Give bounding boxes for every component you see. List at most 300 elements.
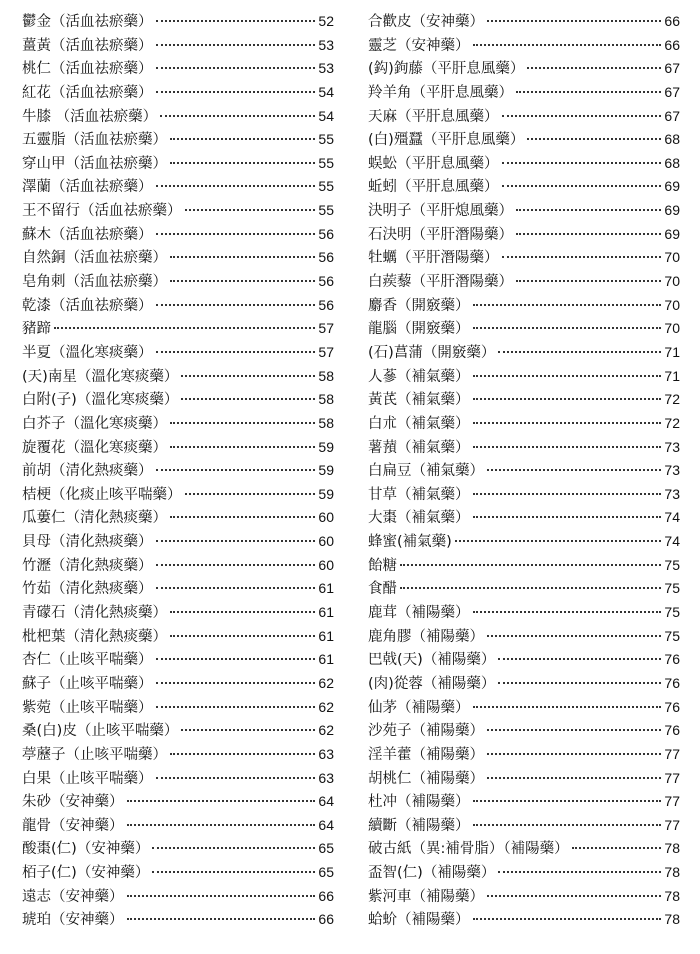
dot-leader — [170, 445, 315, 448]
entry-page-number: 73 — [664, 438, 680, 455]
index-entry — [22, 34, 334, 58]
entry-name: 仙茅（補陽藥） — [368, 699, 470, 716]
entry-name: 琥珀（安神藥） — [22, 912, 124, 929]
index-entry — [368, 577, 680, 601]
index-entry — [368, 436, 680, 460]
index-column-right — [368, 10, 680, 932]
index-entry — [22, 57, 334, 81]
dot-leader — [181, 397, 315, 400]
entry-name: 紫河車（補陽藥） — [368, 888, 484, 905]
entry-page-number: 75 — [664, 627, 680, 644]
dot-leader — [473, 705, 662, 708]
dot-leader — [516, 279, 661, 282]
entry-name: 葶藶子（止咳平喘藥） — [22, 746, 167, 763]
dot-leader — [502, 161, 662, 164]
index-entry — [368, 317, 680, 341]
entry-page-number: 72 — [664, 391, 680, 408]
entry-page-number: 72 — [664, 414, 680, 431]
index-entry — [22, 601, 334, 625]
index-entry — [22, 743, 334, 767]
entry-name: 飴糖 — [368, 557, 397, 574]
entry-page-number: 60 — [318, 533, 334, 550]
dot-leader — [170, 634, 315, 637]
index-entry — [368, 128, 680, 152]
index-entry — [368, 696, 680, 720]
dot-leader — [156, 43, 316, 46]
dot-leader — [170, 255, 315, 258]
entry-page-number: 60 — [318, 556, 334, 573]
entry-page-number: 78 — [664, 840, 680, 857]
dot-leader — [156, 184, 316, 187]
index-entry — [368, 152, 680, 176]
index-entry — [22, 105, 334, 129]
index-entry — [368, 530, 680, 554]
dot-leader — [473, 397, 662, 400]
entry-page-number: 66 — [664, 36, 680, 53]
dot-leader — [156, 350, 316, 353]
entry-page-number: 68 — [664, 154, 680, 171]
index-entry — [22, 885, 334, 909]
entry-name: (白)殭蠶（平肝息風藥） — [368, 132, 525, 149]
dot-leader — [527, 66, 661, 69]
index-entry — [22, 341, 334, 365]
entry-page-number: 61 — [318, 627, 334, 644]
entry-page-number: 71 — [664, 367, 680, 384]
entry-name: 蘇木（活血祛瘀藥） — [22, 226, 153, 243]
dot-leader — [527, 137, 661, 140]
dot-leader — [156, 66, 316, 69]
dot-leader — [473, 303, 662, 306]
entry-page-number: 73 — [664, 485, 680, 502]
entry-page-number: 67 — [664, 83, 680, 100]
dot-leader — [498, 870, 661, 873]
dot-leader — [152, 870, 315, 873]
index-entry — [368, 814, 680, 838]
entry-page-number: 56 — [318, 296, 334, 313]
index-entry — [368, 908, 680, 932]
entry-name: 紅花（活血祛瘀藥） — [22, 84, 153, 101]
index-entry — [368, 483, 680, 507]
entry-page-number: 77 — [664, 793, 680, 810]
entry-page-number: 70 — [664, 320, 680, 337]
dot-leader — [487, 728, 661, 731]
index-entry — [368, 861, 680, 885]
entry-page-number: 56 — [318, 249, 334, 266]
entry-page-number: 57 — [318, 320, 334, 337]
index-entry — [368, 743, 680, 767]
dot-leader — [127, 917, 316, 920]
entry-page-number: 55 — [318, 202, 334, 219]
entry-name: 穿山甲（活血祛瘀藥） — [22, 155, 167, 172]
dot-leader — [170, 161, 315, 164]
index-entry — [22, 412, 334, 436]
entry-page-number: 57 — [318, 343, 334, 360]
index-entry — [22, 152, 334, 176]
index-entry — [368, 459, 680, 483]
entry-name: (肉)從蓉（補陽藥） — [368, 675, 496, 692]
entry-name: 食醋 — [368, 581, 397, 598]
entry-name: 竹瀝（清化熱痰藥） — [22, 557, 153, 574]
entry-page-number: 63 — [318, 769, 334, 786]
dot-leader — [152, 846, 315, 849]
entry-page-number: 67 — [664, 60, 680, 77]
dot-leader — [54, 326, 315, 329]
dot-leader — [181, 374, 315, 377]
entry-page-number: 56 — [318, 273, 334, 290]
entry-page-number: 58 — [318, 367, 334, 384]
entry-page-number: 59 — [318, 485, 334, 502]
dot-leader — [156, 19, 316, 22]
index-entry — [368, 767, 680, 791]
dot-leader — [127, 823, 316, 826]
index-entry — [368, 648, 680, 672]
entry-page-number: 56 — [318, 225, 334, 242]
index-entry — [368, 81, 680, 105]
entry-name: 天麻（平肝息風藥） — [368, 108, 499, 125]
index-entry — [22, 861, 334, 885]
entry-name: 鬱金（活血祛瘀藥） — [22, 14, 153, 30]
entry-name: (鈎)鉤藤（平肝息風藥） — [368, 61, 525, 78]
entry-name: 黃芪（補氣藥） — [368, 392, 470, 409]
index-entry — [22, 388, 334, 412]
entry-page-number: 63 — [318, 745, 334, 762]
index-entry — [22, 506, 334, 530]
entry-name: 栢子(仁)（安神藥） — [22, 865, 150, 882]
index-entry — [22, 530, 334, 554]
entry-page-number: 77 — [664, 769, 680, 786]
dot-leader — [156, 563, 316, 566]
dot-leader — [473, 492, 662, 495]
index-entry — [22, 459, 334, 483]
dot-leader — [156, 468, 316, 471]
index-entry — [22, 365, 334, 389]
entry-page-number: 74 — [664, 533, 680, 550]
index-entry — [22, 814, 334, 838]
entry-name: 竹茹（清化熱痰藥） — [22, 581, 153, 598]
dot-leader — [181, 728, 315, 731]
entry-name: 貝母（清化熱痰藥） — [22, 534, 153, 551]
entry-page-number: 78 — [664, 864, 680, 881]
entry-name: 半夏（溫化寒痰藥） — [22, 344, 153, 361]
dot-leader — [156, 232, 316, 235]
index-entry — [22, 81, 334, 105]
entry-page-number: 67 — [664, 107, 680, 124]
dot-leader — [487, 752, 661, 755]
entry-page-number: 59 — [318, 462, 334, 479]
entry-name: 蚯蚓（平肝息風藥） — [368, 179, 499, 196]
entry-page-number: 75 — [664, 604, 680, 621]
index-entry — [22, 436, 334, 460]
index-entry — [368, 388, 680, 412]
index-column-left — [22, 10, 334, 932]
index-entry — [22, 270, 334, 294]
entry-page-number: 75 — [664, 580, 680, 597]
entry-page-number: 76 — [664, 651, 680, 668]
dot-leader — [487, 19, 661, 22]
dot-leader — [502, 184, 662, 187]
entry-name: 牛膝 （活血祛瘀藥） — [22, 108, 158, 125]
index-entry — [22, 696, 334, 720]
entry-name: 桑(白)皮（止咳平喘藥） — [22, 723, 179, 740]
entry-name: 蜂蜜(補氣藥) — [368, 534, 452, 551]
dot-leader — [473, 917, 662, 920]
index-entry — [22, 128, 334, 152]
dot-leader — [170, 421, 315, 424]
dot-leader — [156, 705, 316, 708]
index-entry — [368, 246, 680, 270]
dot-leader — [127, 799, 316, 802]
index-entry — [368, 341, 680, 365]
entry-name: 旋覆花（溫化寒痰藥） — [22, 439, 167, 456]
dot-leader — [455, 539, 662, 542]
index-entry — [22, 790, 334, 814]
index-entry — [368, 790, 680, 814]
entry-name: 蘇子（止咳平喘藥） — [22, 675, 153, 692]
dot-leader — [400, 563, 661, 566]
entry-page-number: 55 — [318, 178, 334, 195]
dot-leader — [156, 776, 316, 779]
entry-page-number: 76 — [664, 698, 680, 715]
entry-name: 枇杷葉（清化熱痰藥） — [22, 628, 167, 645]
dot-leader — [487, 634, 661, 637]
entry-page-number: 62 — [318, 722, 334, 739]
index-entry — [368, 601, 680, 625]
dot-leader — [156, 90, 316, 93]
entry-page-number: 61 — [318, 604, 334, 621]
dot-leader — [516, 208, 661, 211]
entry-page-number: 65 — [318, 864, 334, 881]
entry-name: 薯蕷（補氣藥） — [368, 439, 470, 456]
entry-page-number: 65 — [318, 840, 334, 857]
entry-page-number: 61 — [318, 580, 334, 597]
entry-name: 澤蘭（活血祛瘀藥） — [22, 179, 153, 196]
entry-page-number: 70 — [664, 249, 680, 266]
entry-name: 麝香（開竅藥） — [368, 297, 470, 314]
index-entry — [368, 554, 680, 578]
entry-name: 薑黃（活血祛瘀藥） — [22, 37, 153, 54]
entry-name: 盃智(仁)（補陽藥） — [368, 865, 496, 882]
entry-page-number: 74 — [664, 509, 680, 526]
entry-name: 淫羊藿（補陽藥） — [368, 746, 484, 763]
entry-page-number: 52 — [318, 13, 334, 29]
entry-page-number: 54 — [318, 83, 334, 100]
entry-name: 豬蹄 — [22, 321, 51, 338]
index-entry — [368, 223, 680, 247]
entry-page-number: 58 — [318, 414, 334, 431]
dot-leader — [170, 515, 315, 518]
dot-leader — [160, 114, 315, 117]
entry-page-number: 62 — [318, 698, 334, 715]
dot-leader — [170, 610, 315, 613]
index-entry — [22, 837, 334, 861]
index-entry — [22, 175, 334, 199]
entry-page-number: 78 — [664, 887, 680, 904]
dot-leader — [170, 279, 315, 282]
index-entry — [368, 672, 680, 696]
entry-page-number: 64 — [318, 793, 334, 810]
entry-page-number: 55 — [318, 131, 334, 148]
dot-leader — [473, 326, 662, 329]
entry-page-number: 53 — [318, 36, 334, 53]
entry-name: 合歡皮（安神藥） — [368, 14, 484, 30]
entry-page-number: 66 — [664, 13, 680, 29]
index-entry — [22, 577, 334, 601]
index-entry — [368, 199, 680, 223]
index-entry — [368, 885, 680, 909]
index-entry — [368, 625, 680, 649]
entry-page-number: 71 — [664, 343, 680, 360]
entry-name: 羚羊角（平肝息風藥） — [368, 84, 513, 101]
dot-leader — [170, 752, 315, 755]
entry-name: 酸棗(仁)（安神藥） — [22, 841, 150, 858]
entry-name: 續斷（補陽藥） — [368, 817, 470, 834]
index-entry — [368, 175, 680, 199]
entry-name: 青礞石（清化熱痰藥） — [22, 605, 167, 622]
index-entry — [368, 34, 680, 58]
entry-name: 王不留行（活血祛瘀藥） — [22, 203, 182, 220]
entry-name: 瓜蔞仁（清化熱痰藥） — [22, 510, 167, 527]
entry-page-number: 70 — [664, 273, 680, 290]
index-entry — [368, 837, 680, 861]
dot-leader — [473, 445, 662, 448]
index-entry — [22, 554, 334, 578]
entry-page-number: 59 — [318, 438, 334, 455]
dot-leader — [516, 232, 661, 235]
entry-name: 靈芝（安神藥） — [368, 37, 470, 54]
entry-name: 白扁豆（補氣藥） — [368, 463, 484, 480]
entry-name: 鹿茸（補陽藥） — [368, 605, 470, 622]
entry-page-number: 53 — [318, 60, 334, 77]
entry-page-number: 55 — [318, 154, 334, 171]
entry-page-number: 78 — [664, 911, 680, 928]
dot-leader — [156, 303, 316, 306]
entry-name: (石)菖蒲（開竅藥） — [368, 344, 496, 361]
entry-name: 紫菀（止咳平喘藥） — [22, 699, 153, 716]
entry-name: 桔梗（化痰止咳平喘藥） — [22, 486, 182, 503]
entry-page-number: 69 — [664, 225, 680, 242]
entry-name: 胡桃仁（補陽藥） — [368, 770, 484, 787]
entry-name: 白芥子（溫化寒痰藥） — [22, 415, 167, 432]
index-entry — [368, 365, 680, 389]
index-entry — [368, 719, 680, 743]
entry-name: 白朮（補氣藥） — [368, 415, 470, 432]
dot-leader — [473, 610, 662, 613]
dot-leader — [502, 114, 662, 117]
entry-page-number: 64 — [318, 816, 334, 833]
entry-name: 自然銅（活血祛瘀藥） — [22, 250, 167, 267]
dot-leader — [156, 539, 316, 542]
dot-leader — [185, 208, 316, 211]
index-entry — [368, 57, 680, 81]
dot-leader — [127, 894, 316, 897]
entry-name: 牡蠣（平肝潛陽藥） — [368, 250, 499, 267]
dot-leader — [156, 681, 316, 684]
entry-name: 乾漆（活血祛瘀藥） — [22, 297, 153, 314]
index-entry — [368, 270, 680, 294]
entry-page-number: 68 — [664, 131, 680, 148]
dot-leader — [502, 255, 662, 258]
entry-page-number: 69 — [664, 178, 680, 195]
dot-leader — [473, 374, 662, 377]
dot-leader — [498, 657, 661, 660]
entry-name: 白果（止咳平喘藥） — [22, 770, 153, 787]
entry-name: 蜈蚣（平肝息風藥） — [368, 155, 499, 172]
entry-name: 前胡（清化熱痰藥） — [22, 463, 153, 480]
index-entry — [368, 294, 680, 318]
entry-page-number: 77 — [664, 816, 680, 833]
entry-page-number: 58 — [318, 391, 334, 408]
index-entry — [22, 648, 334, 672]
index-entry — [22, 199, 334, 223]
dot-leader — [170, 137, 315, 140]
entry-page-number: 76 — [664, 722, 680, 739]
entry-name: 龍腦（開竅藥） — [368, 321, 470, 338]
entry-name: 蛤蚧（補陽藥） — [368, 912, 470, 929]
index-entry — [368, 412, 680, 436]
index-entry — [22, 483, 334, 507]
dot-leader — [473, 421, 662, 424]
index-entry — [22, 908, 334, 932]
index-entry — [368, 10, 680, 34]
entry-name: 石決明（平肝潛陽藥） — [368, 226, 513, 243]
index-entry — [22, 294, 334, 318]
entry-page-number: 76 — [664, 674, 680, 691]
dot-leader — [156, 586, 316, 589]
entry-name: 桃仁（活血祛瘀藥） — [22, 61, 153, 78]
dot-leader — [156, 657, 316, 660]
index-entry — [22, 672, 334, 696]
entry-page-number: 69 — [664, 202, 680, 219]
entry-page-number: 77 — [664, 745, 680, 762]
entry-name: (天)南星（溫化寒痰藥） — [22, 368, 179, 385]
dot-leader — [572, 846, 662, 849]
entry-page-number: 66 — [318, 911, 334, 928]
entry-name: 甘草（補氣藥） — [368, 486, 470, 503]
entry-name: 白附(子)（溫化寒痰藥） — [22, 392, 179, 409]
index-entry — [22, 767, 334, 791]
entry-name: 皂角刺（活血祛瘀藥） — [22, 274, 167, 291]
dot-leader — [473, 515, 662, 518]
entry-name: 鹿角膠（補陽藥） — [368, 628, 484, 645]
index-entry — [22, 625, 334, 649]
dot-leader — [185, 492, 316, 495]
entry-page-number: 54 — [318, 107, 334, 124]
entry-name: 破古紙（異:補骨脂）（補陽藥） — [368, 841, 569, 858]
entry-page-number: 70 — [664, 296, 680, 313]
index-entry — [368, 105, 680, 129]
entry-page-number: 61 — [318, 651, 334, 668]
dot-leader — [473, 799, 662, 802]
entry-name: 決明子（平肝熄風藥） — [368, 203, 513, 220]
entry-page-number: 75 — [664, 556, 680, 573]
entry-name: 杏仁（止咳平喘藥） — [22, 652, 153, 669]
dot-leader — [498, 350, 661, 353]
entry-name: 五靈脂（活血祛瘀藥） — [22, 132, 167, 149]
entry-name: 人蔘（補氣藥） — [368, 368, 470, 385]
index-entry — [22, 246, 334, 270]
dot-leader — [498, 681, 661, 684]
index-entry — [22, 10, 334, 34]
index-entry — [22, 719, 334, 743]
dot-leader — [473, 43, 662, 46]
entry-name: 白蒺藜（平肝潛陽藥） — [368, 274, 513, 291]
dot-leader — [473, 823, 662, 826]
dot-leader — [487, 894, 661, 897]
entry-page-number: 60 — [318, 509, 334, 526]
index-entry — [22, 317, 334, 341]
entry-name: 沙苑子（補陽藥） — [368, 723, 484, 740]
dot-leader — [487, 776, 661, 779]
